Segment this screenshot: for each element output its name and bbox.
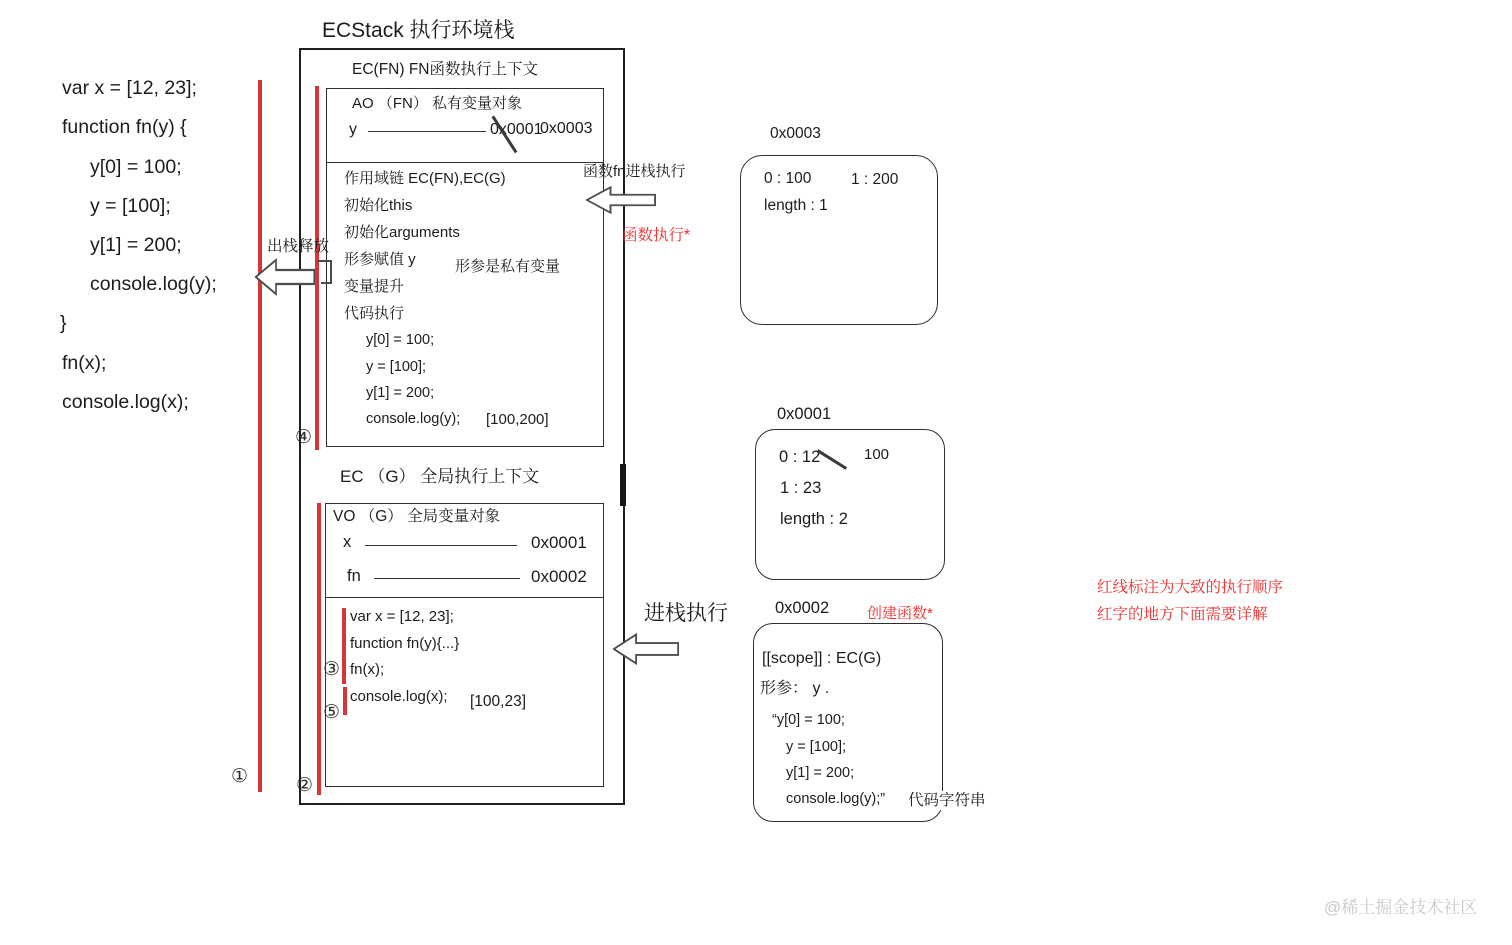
- heap-0x0002-label: 0x0002: [775, 599, 830, 617]
- pop-label: 出栈释放: [267, 238, 330, 255]
- ao-code-line: y = [100];: [366, 359, 427, 375]
- legend-line-1: 红线标注为大致的执行顺序: [1097, 579, 1284, 596]
- connector-line: [374, 578, 520, 579]
- push-g-label: 进栈执行: [644, 602, 728, 625]
- heap-code-line: y = [100];: [786, 739, 847, 755]
- log-result-fn: [100,200]: [486, 411, 549, 428]
- ao-title: AO （FN） 私有变量对象: [352, 95, 523, 112]
- ao-divider: [326, 162, 604, 163]
- heap-0x0003-label: 0x0003: [770, 125, 821, 142]
- ecg-code-line: function fn(y){...}: [350, 635, 460, 652]
- heap-code-line: console.log(y);”: [786, 791, 886, 807]
- exec-step: 初始化arguments: [344, 224, 460, 241]
- stack-edge-mark: [620, 464, 626, 506]
- heap-code-line: “y[0] = 100;: [772, 712, 845, 728]
- ref-0x0001-old: 0x0001: [490, 121, 543, 138]
- push-g-arrow-icon: [613, 632, 679, 666]
- code-line: }: [60, 312, 67, 334]
- push-fn-label: 函数fn进栈执行: [583, 163, 686, 180]
- heap-code-line: y[1] = 200;: [786, 765, 855, 781]
- code-string-note: 代码字符串: [908, 792, 986, 809]
- code-line: fn(x);: [62, 352, 107, 374]
- legend-line-2: 红字的地方下面需要详解: [1097, 606, 1268, 623]
- step-circle-5: ⑤: [323, 702, 341, 723]
- heap-row: length : 2: [780, 510, 848, 528]
- exec-step: 代码执行: [344, 305, 405, 322]
- arrow-tail-bracket-icon: [317, 259, 334, 286]
- exec-step: 变量提升: [344, 278, 405, 295]
- ecg-code-line: fn(x);: [350, 661, 385, 678]
- ao-code-line: y[0] = 100;: [366, 332, 435, 348]
- step-circle-3: ③: [323, 659, 341, 680]
- code-line: function fn(y) {: [62, 116, 187, 138]
- connector-line: [365, 545, 517, 546]
- code-line: console.log(y);: [90, 273, 217, 295]
- vo-var-fn: fn: [347, 567, 361, 585]
- code-line: y[0] = 100;: [90, 156, 182, 178]
- heap-0x0001-label: 0x0001: [777, 405, 832, 423]
- heap-row: 0 : 100: [764, 170, 812, 187]
- code-line: var x = [12, 23];: [62, 77, 197, 99]
- pop-arrow-icon: [255, 257, 315, 297]
- vo-ref-x: 0x0001: [531, 533, 587, 552]
- note-param-private: 形参是私有变量: [455, 258, 561, 275]
- exec-step: 形参赋值 y: [344, 251, 416, 268]
- watermark: @稀土掘金技术社区: [1324, 898, 1478, 917]
- ao-var-y: y: [349, 121, 357, 138]
- ecg-code-line: var x = [12, 23];: [350, 608, 454, 625]
- ao-code-line: y[1] = 200;: [366, 385, 435, 401]
- exec-step: 作用域链 EC(FN),EC(G): [344, 170, 506, 187]
- heap-param-row: 形参： y .: [760, 680, 830, 697]
- step-circle-4: ④: [295, 427, 313, 448]
- push-fn-arrow-icon: [586, 185, 656, 215]
- create-fn-note: 创建函数*: [867, 605, 933, 622]
- heap-row: 1 : 200: [851, 171, 899, 188]
- vo-var-x: x: [343, 533, 352, 551]
- ecfn-header: EC(FN) FN函数执行上下文: [352, 61, 538, 78]
- fn-exec-note: 函数执行*: [622, 227, 691, 244]
- log-result-global: [100,23]: [470, 693, 527, 710]
- vo-divider: [325, 597, 604, 598]
- heap-row: 0 : 12: [779, 448, 821, 466]
- heap-scope-row: [[scope]] : EC(G): [762, 650, 882, 667]
- code-line: y[1] = 200;: [90, 234, 182, 256]
- ref-0x0003: 0x0003: [540, 120, 593, 137]
- code-line: console.log(x);: [62, 391, 189, 413]
- heap-row-new-value: 100: [864, 446, 890, 463]
- heap-row: length : 1: [764, 197, 828, 214]
- step-circle-1: ①: [231, 766, 249, 787]
- ecg-header: EC （G） 全局执行上下文: [340, 467, 540, 486]
- step-circle-2: ②: [296, 775, 314, 796]
- ao-code-line: console.log(y);: [366, 411, 461, 427]
- red-timeline-1: [258, 80, 262, 792]
- vo-ref-fn: 0x0002: [531, 567, 587, 586]
- ecg-code-line: console.log(x);: [350, 688, 448, 705]
- diagram-title: ECStack 执行环境栈: [322, 19, 515, 42]
- code-line: y = [100];: [90, 195, 171, 217]
- heap-row: 1 : 23: [780, 479, 822, 497]
- exec-step: 初始化this: [344, 197, 413, 214]
- connector-line: [368, 131, 486, 132]
- vo-title: VO （G） 全局变量对象: [333, 508, 501, 525]
